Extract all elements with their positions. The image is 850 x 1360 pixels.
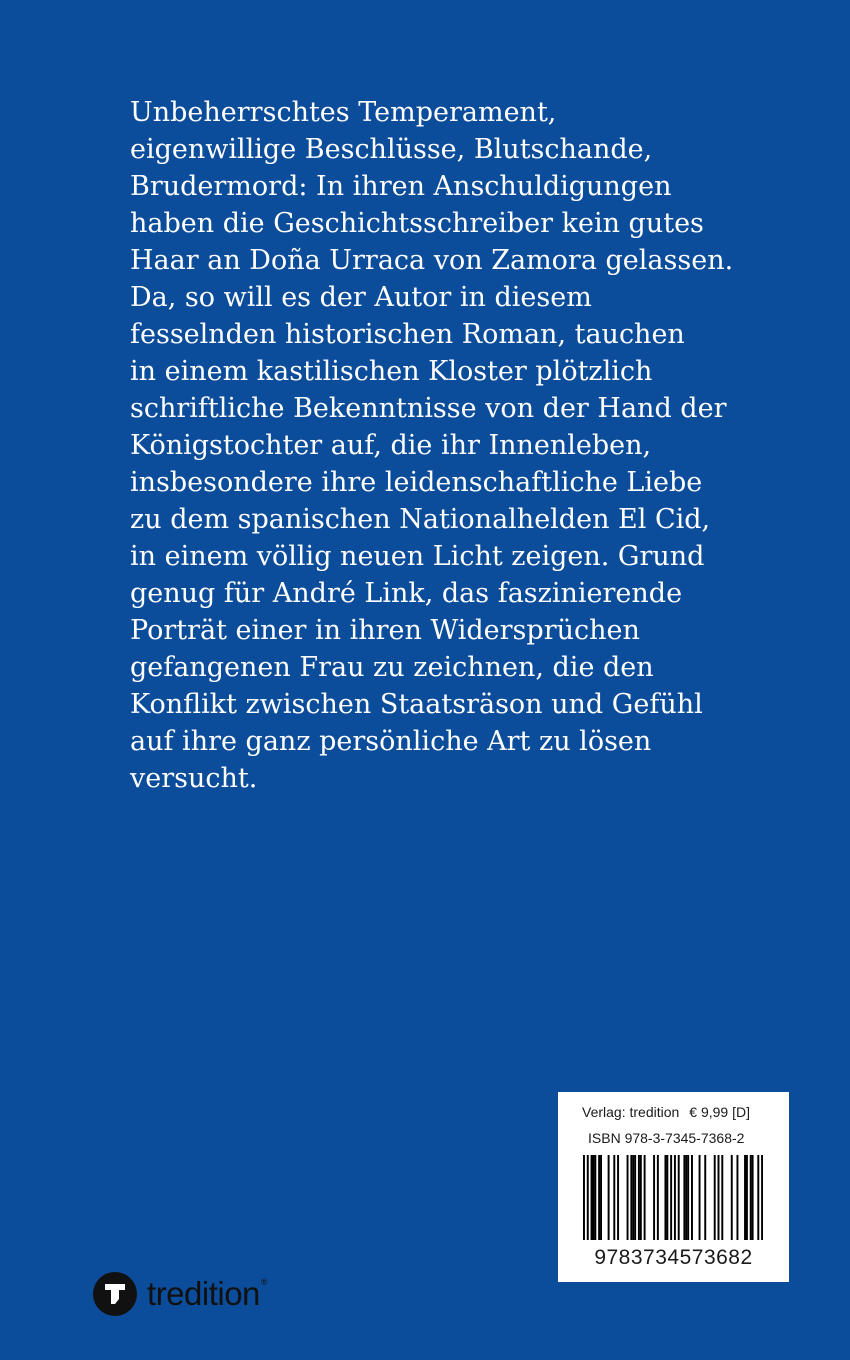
barcode-bar xyxy=(583,1155,585,1240)
isbn-label: ISBN 978-3-7345-7368-2 xyxy=(588,1130,745,1146)
blurb-text: Unbeherrschtes Temperament, eigenwillige Beschlüsse, Blutschande, Brudermord: In ihren Anschuldigungen haben die Geschichtsschreiber kein gutes Haar an Doña Urraca von Zamora gelassen. Da, so will es der Autor in diesem fesselnden historischen Roman, tauchen in einem kastilischen Kloster plötzlich schriftliche Bekenntnisse von der Hand der Königstochter auf, die ihr Innenleben, insbesondere ihre leidenschaftliche Liebe zu dem spanischen Nationalhelden El Cid, in einem völlig neuen Licht zeigen. Grund genug für André Link, das faszinierende Porträt einer in ihren Widersprüchen gefangenen Frau zu zeichnen, die den Konflikt zwischen Staatsräson und Gefühl auf ihre ganz persönliche Art zu lösen versucht. xyxy=(130,97,734,794)
barcode-bar xyxy=(664,1155,666,1240)
barcode-bar xyxy=(613,1155,615,1240)
logo-wordmark: tredition xyxy=(147,1275,260,1312)
publisher-logo xyxy=(93,1271,268,1317)
barcode-bar xyxy=(752,1155,754,1240)
barcode-bar xyxy=(731,1155,733,1240)
barcode-bar xyxy=(666,1155,668,1240)
barcode-bar xyxy=(640,1155,642,1240)
price-label: € 9,99 [D] xyxy=(689,1104,750,1120)
barcode-bar xyxy=(591,1155,593,1240)
barcode-bar xyxy=(699,1155,701,1240)
barcode-bar xyxy=(653,1155,655,1240)
publisher-price-line xyxy=(582,1104,750,1120)
barcode-bar xyxy=(685,1155,687,1240)
tredition-t-logo-icon xyxy=(93,1272,137,1316)
barcode-bar xyxy=(592,1155,594,1240)
barcode-bar xyxy=(750,1155,752,1240)
barcode-bar xyxy=(736,1155,738,1240)
barcode-bar xyxy=(632,1155,634,1240)
barcode-bar xyxy=(630,1155,632,1240)
barcode-bar xyxy=(757,1155,759,1240)
barcode-bar xyxy=(718,1155,720,1240)
barcode-bar xyxy=(608,1155,610,1240)
barcode-number: 9783734573682 xyxy=(594,1246,753,1269)
barcode-bar xyxy=(746,1155,748,1240)
barcode-bar xyxy=(714,1155,716,1240)
barcode-bar xyxy=(634,1155,636,1240)
barcode-bar xyxy=(598,1155,600,1240)
barcode-bar xyxy=(644,1155,646,1240)
barcode-bar xyxy=(721,1155,723,1240)
barcode-bar xyxy=(704,1155,706,1240)
barcode-bar xyxy=(691,1155,693,1240)
barcode-bar xyxy=(761,1155,763,1240)
publisher-label: Verlag: tredition xyxy=(582,1104,680,1120)
barcode-bar xyxy=(587,1155,589,1240)
barcode-box xyxy=(558,1092,789,1282)
barcode-bar xyxy=(627,1155,629,1240)
barcode-bar xyxy=(687,1155,689,1240)
barcode-bar xyxy=(670,1155,672,1240)
barcode-icon xyxy=(583,1155,763,1240)
registered-mark: ® xyxy=(260,1277,268,1287)
barcode-bar xyxy=(657,1155,659,1240)
barcode-bar xyxy=(683,1155,685,1240)
barcode-bar xyxy=(617,1155,619,1240)
barcode-bar xyxy=(638,1155,640,1240)
barcode-bar xyxy=(600,1155,602,1240)
barcode-bar xyxy=(678,1155,680,1240)
barcode-bar xyxy=(744,1155,746,1240)
barcode-bar xyxy=(674,1155,676,1240)
barcode-bar xyxy=(594,1155,596,1240)
